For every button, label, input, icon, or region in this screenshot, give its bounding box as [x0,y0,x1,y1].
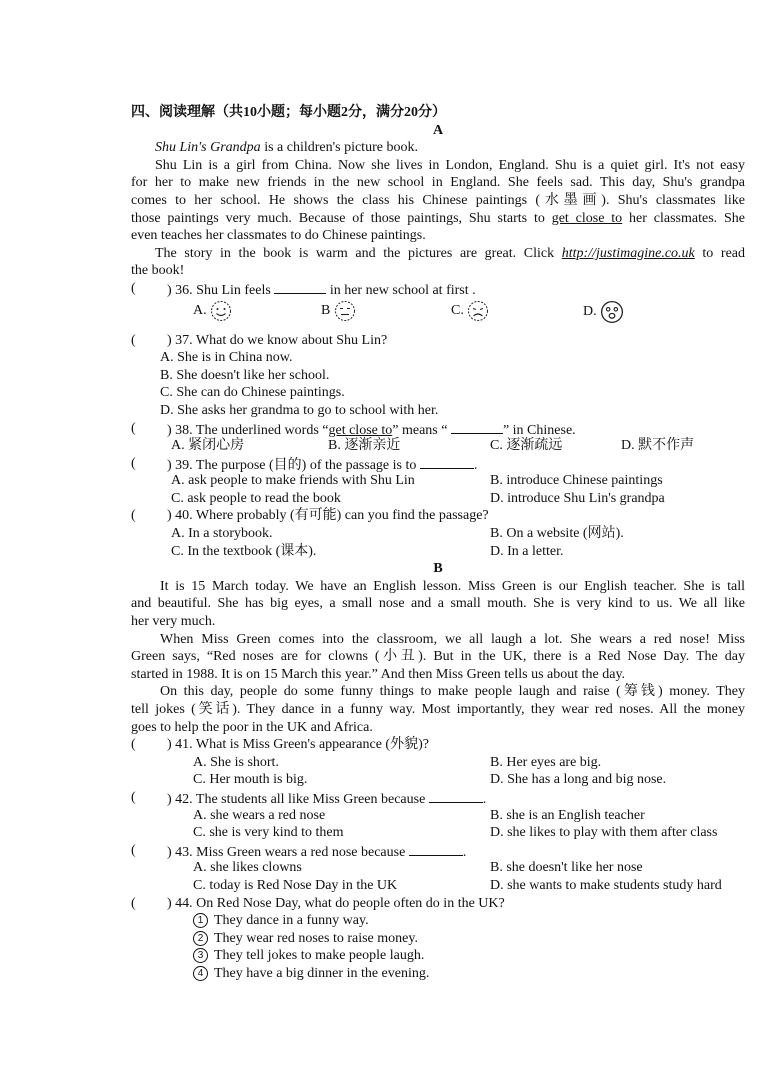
surprised-face-icon [600,300,624,324]
q41-options-row-1 [131,754,745,772]
q44-item[interactable]: 3 They tell jokes to make people laugh. [131,947,745,965]
passage-a-line: those paintings very much. Because of those paintings, Shu starts to get close to her classmates. She [131,210,745,226]
option-c[interactable]: C. today is Red Nose Day in the UK [193,877,398,893]
q42-options-row-2 [131,824,745,842]
answer-bracket[interactable]: ( [131,455,136,471]
option-c[interactable]: C. [451,300,489,322]
q39-options-row-1 [131,472,745,490]
option-a[interactable]: A. she likes clowns [193,860,302,876]
passage-b-line: and beautiful. She has big eyes, a small nose and a small mouth. She is very kind to us. We all like [131,596,745,612]
option-b[interactable]: B. introduce Chinese paintings [490,473,663,489]
question-37: ( ) 37. What do we know about Shu Lin? [131,332,388,348]
option-a[interactable]: A. she wears a red nose [193,807,326,823]
passage-b-line: When Miss Green comes into the classroom, we all laugh a lot. She wears a red nose! Miss [160,631,745,647]
option-d[interactable]: D. she likes to play with them after class [490,825,718,841]
option-a[interactable]: A. ask people to make friends with Shu Lin [171,473,415,489]
passage-a-label: A [432,122,444,138]
option-c[interactable]: C. 逐渐疏远 [490,438,563,454]
circled-number-icon: 4 [193,966,208,981]
q44-item[interactable]: 4 They have a big dinner in the evening. [131,965,745,983]
section-heading: 四、阅读理解（共10小题；每小题2分，满分20分） [131,105,446,120]
q43-options-row-1 [131,859,745,877]
passage-b-line: her very much. [131,614,216,630]
circled-number-icon: 1 [193,913,208,928]
answer-bracket[interactable]: ( [131,842,136,858]
option-d[interactable]: D. she wants to make students study hard [490,877,722,893]
book-link[interactable]: http://justimagine.co.uk [561,245,695,261]
option-c[interactable]: C. Her mouth is big. [193,772,308,788]
q42-options-row-1 [131,807,745,825]
option-c[interactable]: C. She can do Chinese paintings. [160,385,345,401]
question-41: ( ) 41. What is Miss Green's appearance (外貌)? [131,737,429,753]
circled-number-icon: 2 [193,931,208,946]
passage-b-label: B [433,561,443,577]
option-d[interactable]: D. She has a long and big nose. [490,772,667,788]
question-38: ( ) 38. The underlined words “get close to” means “ ” in Chinese. [131,420,576,438]
answer-bracket[interactable]: ( [131,789,136,805]
answer-bracket[interactable]: ( [131,420,136,436]
option-d[interactable]: D. introduce Shu Lin's grandpa [490,490,665,506]
option-d[interactable]: D. 默不作声 [621,438,695,454]
question-42: ( ) 42. The students all like Miss Green because . [131,789,487,807]
book-title: Shu Lin's Grandpa [155,140,261,156]
option-a[interactable]: A. She is short. [193,754,279,770]
q38-options [131,437,745,455]
passage-a-line: The story in the book is warm and the pictures are great. Click http://justimagine.co.uk to read [155,245,745,261]
option-b[interactable]: B. 逐渐亲近 [328,438,401,454]
option-d[interactable]: D. In a letter. [490,543,564,559]
option-d[interactable]: D. [583,300,624,324]
option-c[interactable]: C. In the textbook (课本). [171,543,317,559]
q40-options-row-2 [131,543,745,561]
answer-bracket[interactable]: ( [131,280,136,296]
passage-b-line: It is 15 March today. We have an English lesson. Miss Green is our English teacher. She is tall [160,578,745,594]
answer-bracket[interactable]: ( [131,508,136,524]
book-title-line: Shu Lin's Grandpa is a children's picture book. [155,140,418,156]
option-a[interactable]: A. [193,300,232,322]
passage-a-line: comes to her school. He shows the class his Chinese paintings (水墨画). Shu's classmates like [131,192,745,208]
option-b[interactable]: B. On a website (网站). [490,526,624,542]
passage-b-line: Green says, “Red noses are for clowns (小丑). But in the UK, there is a Red Nose Day. The day [131,649,745,665]
neutral-face-icon [334,300,356,322]
q40-options-row-1 [131,525,745,543]
passage-a-line: even teaches her classmates to do Chinese paintings. [131,228,426,244]
happy-face-icon [210,300,232,322]
option-a[interactable]: A. She is in China now. [160,350,293,366]
underlined-phrase: get close to [551,210,623,226]
q44-item[interactable]: 1 They dance in a funny way. [131,912,745,930]
q39-options-row-2 [131,490,745,508]
answer-blank [429,789,483,803]
option-d[interactable]: D. She asks her grandma to go to school with her. [160,402,439,418]
passage-b-line: tell jokes (笑话). They dance in a funny way. Most importantly, they wear red noses. All the money [131,702,745,717]
q43-options-row-2 [131,877,745,895]
passage-a-line: the book! [131,263,185,279]
option-c[interactable]: C. she is very kind to them [193,825,344,841]
answer-bracket[interactable]: ( [131,737,136,753]
question-39: ( ) 39. The purpose (目的) of the passage is to . [131,455,478,473]
q36-options [131,298,745,332]
answer-blank [409,842,463,856]
exam-page [131,104,745,983]
option-a[interactable]: A. 紧闭心房 [171,438,245,454]
option-b[interactable]: B. she doesn't like her nose [490,860,643,876]
option-a[interactable]: A. In a storybook. [171,526,273,542]
option-b[interactable]: B [321,300,356,322]
option-b[interactable]: B. She doesn't like her school. [160,367,330,383]
question-43: ( ) 43. Miss Green wears a red nose because . [131,842,467,860]
passage-b-line: started in 1988. It is on 15 March this year.” And then Miss Green tells us about the day. [131,666,626,682]
passage-a-line: Shu Lin is a girl from China. Now she lives in London, England. Shu is a quiet girl. It's not easy [155,157,745,173]
circled-number-icon: 3 [193,948,208,963]
passage-a-line: for her to make new friends in the new school in England. She feels sad. This day, Shu's grandpa [131,175,745,191]
answer-blank [420,455,474,469]
passage-b-line: goes to help the poor in the UK and Africa. [131,719,373,735]
answer-blank [451,420,503,434]
option-b[interactable]: B. Her eyes are big. [490,754,602,770]
passage-b-line: On this day, people do some funny things to make people laugh and raise (筹钱) money. They [160,684,745,700]
q41-options-row-2 [131,771,745,789]
option-b[interactable]: B. she is an English teacher [490,807,645,823]
question-36: ( ) 36. Shu Lin feels in her new school at first . [131,280,476,298]
q44-item[interactable]: 2 They wear red noses to raise money. [131,930,745,948]
sad-face-icon [467,300,489,322]
answer-blank [274,280,326,294]
answer-bracket[interactable]: ( [131,895,136,911]
question-40: ( ) 40. Where probably (有可能) can you find the passage? [131,508,489,524]
option-c[interactable]: C. ask people to read the book [171,490,341,506]
question-44: ( ) 44. On Red Nose Day, what do people often do in the UK? [131,895,505,911]
answer-bracket[interactable]: ( [131,332,136,348]
